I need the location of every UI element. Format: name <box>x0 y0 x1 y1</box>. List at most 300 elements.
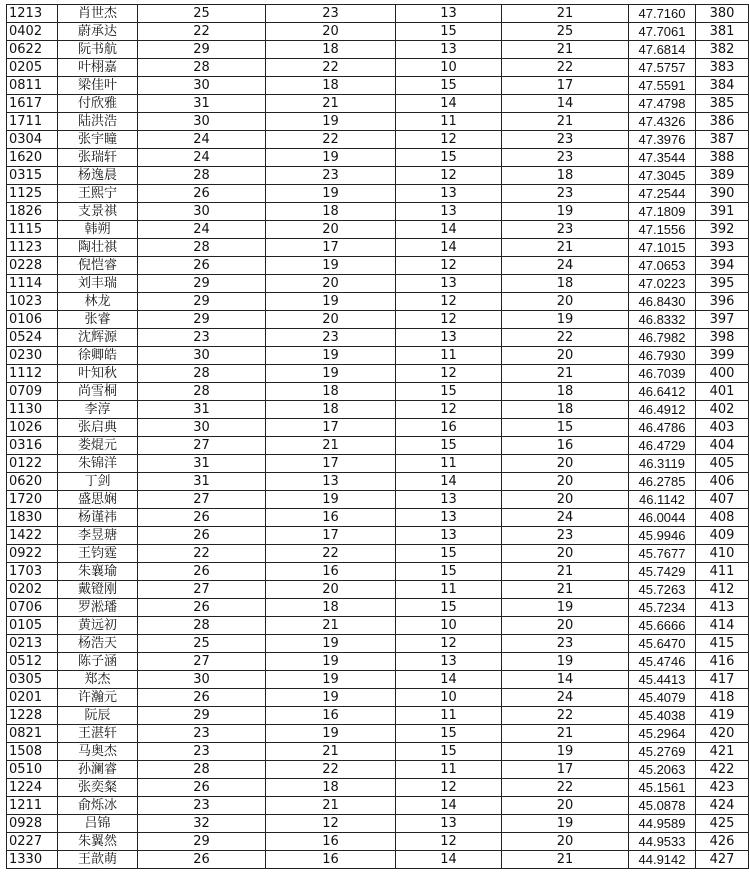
id-cell: 0202 <box>7 581 58 599</box>
rank-cell: 395 <box>696 275 749 293</box>
score1-cell: 29 <box>138 275 266 293</box>
rank-cell: 415 <box>696 635 749 653</box>
total-score-cell: 47.4798 <box>629 95 696 113</box>
rank-cell: 403 <box>696 419 749 437</box>
score4-cell: 20 <box>502 491 629 509</box>
name-cell: 张睿 <box>58 311 138 329</box>
table-row <box>7 347 749 365</box>
name-cell: 付欣雅 <box>58 95 138 113</box>
id-cell: 0706 <box>7 599 58 617</box>
name-cell: 罗淞璠 <box>58 599 138 617</box>
table-row <box>7 689 749 707</box>
score4-cell: 20 <box>502 797 629 815</box>
score2-cell: 21 <box>266 797 396 815</box>
name-cell: 娄焜元 <box>58 437 138 455</box>
rank-cell: 383 <box>696 59 749 77</box>
table-row <box>7 635 749 653</box>
score3-cell: 14 <box>396 239 502 257</box>
name-cell: 张宇瞳 <box>58 131 138 149</box>
name-cell: 王熙宁 <box>58 185 138 203</box>
table-row <box>7 509 749 527</box>
name-cell: 丁剑 <box>58 473 138 491</box>
total-score-cell: 47.5591 <box>629 77 696 95</box>
score4-cell: 21 <box>502 851 629 869</box>
id-cell: 0510 <box>7 761 58 779</box>
rank-cell: 426 <box>696 833 749 851</box>
score3-cell: 15 <box>396 563 502 581</box>
score1-cell: 26 <box>138 257 266 275</box>
total-score-cell: 45.4038 <box>629 707 696 725</box>
score2-cell: 22 <box>266 131 396 149</box>
total-score-cell: 47.1809 <box>629 203 696 221</box>
score2-cell: 19 <box>266 725 396 743</box>
score2-cell: 21 <box>266 743 396 761</box>
score3-cell: 13 <box>396 185 502 203</box>
score2-cell: 12 <box>266 815 396 833</box>
score1-cell: 24 <box>138 131 266 149</box>
ranking-table <box>6 4 749 869</box>
total-score-cell: 44.9533 <box>629 833 696 851</box>
score2-cell: 19 <box>266 347 396 365</box>
name-cell: 黄远初 <box>58 617 138 635</box>
table-row <box>7 581 749 599</box>
rank-cell: 396 <box>696 293 749 311</box>
id-cell: 0304 <box>7 131 58 149</box>
score3-cell: 10 <box>396 689 502 707</box>
score3-cell: 13 <box>396 275 502 293</box>
score2-cell: 16 <box>266 851 396 869</box>
score2-cell: 16 <box>266 563 396 581</box>
total-score-cell: 45.2063 <box>629 761 696 779</box>
score1-cell: 29 <box>138 311 266 329</box>
id-cell: 0316 <box>7 437 58 455</box>
total-score-cell: 45.2769 <box>629 743 696 761</box>
total-score-cell: 45.4746 <box>629 653 696 671</box>
rank-cell: 410 <box>696 545 749 563</box>
table-row <box>7 401 749 419</box>
score4-cell: 20 <box>502 347 629 365</box>
rank-cell: 401 <box>696 383 749 401</box>
rank-cell: 419 <box>696 707 749 725</box>
id-cell: 0201 <box>7 689 58 707</box>
rank-cell: 421 <box>696 743 749 761</box>
score3-cell: 16 <box>396 419 502 437</box>
id-cell: 1125 <box>7 185 58 203</box>
score4-cell: 18 <box>502 383 629 401</box>
total-score-cell: 47.4326 <box>629 113 696 131</box>
score2-cell: 19 <box>266 185 396 203</box>
score1-cell: 23 <box>138 743 266 761</box>
table-row <box>7 41 749 59</box>
total-score-cell: 45.4079 <box>629 689 696 707</box>
id-cell: 1720 <box>7 491 58 509</box>
score4-cell: 14 <box>502 95 629 113</box>
table-row <box>7 113 749 131</box>
score3-cell: 10 <box>396 617 502 635</box>
score2-cell: 18 <box>266 599 396 617</box>
name-cell: 李昱瑭 <box>58 527 138 545</box>
total-score-cell: 47.7160 <box>629 5 696 23</box>
table-row <box>7 419 749 437</box>
score3-cell: 14 <box>396 473 502 491</box>
table-row <box>7 221 749 239</box>
rank-cell: 416 <box>696 653 749 671</box>
id-cell: 1130 <box>7 401 58 419</box>
table-row <box>7 167 749 185</box>
id-cell: 1422 <box>7 527 58 545</box>
table-row <box>7 95 749 113</box>
score3-cell: 15 <box>396 77 502 95</box>
name-cell: 马奥杰 <box>58 743 138 761</box>
name-cell: 杨浩天 <box>58 635 138 653</box>
score1-cell: 26 <box>138 527 266 545</box>
rank-cell: 427 <box>696 851 749 869</box>
rank-cell: 425 <box>696 815 749 833</box>
score1-cell: 29 <box>138 707 266 725</box>
score2-cell: 18 <box>266 203 396 221</box>
score3-cell: 12 <box>396 167 502 185</box>
name-cell: 阮书航 <box>58 41 138 59</box>
table-row <box>7 437 749 455</box>
total-score-cell: 45.9946 <box>629 527 696 545</box>
name-cell: 支景祺 <box>58 203 138 221</box>
total-score-cell: 46.3119 <box>629 455 696 473</box>
score4-cell: 20 <box>502 617 629 635</box>
total-score-cell: 45.7263 <box>629 581 696 599</box>
score2-cell: 19 <box>266 365 396 383</box>
score3-cell: 14 <box>396 95 502 113</box>
score3-cell: 14 <box>396 671 502 689</box>
id-cell: 1228 <box>7 707 58 725</box>
rank-cell: 411 <box>696 563 749 581</box>
id-cell: 0227 <box>7 833 58 851</box>
total-score-cell: 46.4912 <box>629 401 696 419</box>
name-cell: 杨谨祎 <box>58 509 138 527</box>
score3-cell: 15 <box>396 599 502 617</box>
name-cell: 蔚承达 <box>58 23 138 41</box>
score3-cell: 12 <box>396 131 502 149</box>
score1-cell: 27 <box>138 653 266 671</box>
id-cell: 0205 <box>7 59 58 77</box>
total-score-cell: 47.3045 <box>629 167 696 185</box>
score2-cell: 23 <box>266 167 396 185</box>
score1-cell: 25 <box>138 5 266 23</box>
ranking-table-body <box>7 5 749 869</box>
score2-cell: 20 <box>266 275 396 293</box>
score4-cell: 21 <box>502 41 629 59</box>
id-cell: 1023 <box>7 293 58 311</box>
score3-cell: 13 <box>396 815 502 833</box>
score4-cell: 18 <box>502 167 629 185</box>
rank-cell: 400 <box>696 365 749 383</box>
score4-cell: 19 <box>502 743 629 761</box>
score3-cell: 12 <box>396 401 502 419</box>
score4-cell: 22 <box>502 59 629 77</box>
score4-cell: 23 <box>502 131 629 149</box>
total-score-cell: 47.3976 <box>629 131 696 149</box>
id-cell: 0922 <box>7 545 58 563</box>
score4-cell: 22 <box>502 329 629 347</box>
rank-cell: 390 <box>696 185 749 203</box>
score3-cell: 12 <box>396 833 502 851</box>
score3-cell: 12 <box>396 293 502 311</box>
score1-cell: 28 <box>138 617 266 635</box>
total-score-cell: 46.4786 <box>629 419 696 437</box>
score1-cell: 31 <box>138 401 266 419</box>
score1-cell: 32 <box>138 815 266 833</box>
score3-cell: 15 <box>396 545 502 563</box>
score4-cell: 20 <box>502 545 629 563</box>
id-cell: 1617 <box>7 95 58 113</box>
rank-cell: 386 <box>696 113 749 131</box>
score2-cell: 22 <box>266 545 396 563</box>
total-score-cell: 47.6814 <box>629 41 696 59</box>
name-cell: 阮辰 <box>58 707 138 725</box>
score2-cell: 18 <box>266 383 396 401</box>
name-cell: 杨逸晨 <box>58 167 138 185</box>
table-row <box>7 815 749 833</box>
total-score-cell: 46.7982 <box>629 329 696 347</box>
total-score-cell: 44.9589 <box>629 815 696 833</box>
table-row <box>7 545 749 563</box>
score4-cell: 18 <box>502 275 629 293</box>
score2-cell: 22 <box>266 761 396 779</box>
score1-cell: 28 <box>138 383 266 401</box>
score1-cell: 25 <box>138 635 266 653</box>
table-row <box>7 473 749 491</box>
score2-cell: 19 <box>266 653 396 671</box>
score3-cell: 13 <box>396 509 502 527</box>
score3-cell: 15 <box>396 383 502 401</box>
score1-cell: 30 <box>138 419 266 437</box>
total-score-cell: 45.6666 <box>629 617 696 635</box>
score3-cell: 13 <box>396 653 502 671</box>
score3-cell: 11 <box>396 455 502 473</box>
total-score-cell: 47.0223 <box>629 275 696 293</box>
id-cell: 1711 <box>7 113 58 131</box>
table-row <box>7 851 749 869</box>
name-cell: 陆洪浩 <box>58 113 138 131</box>
rank-cell: 412 <box>696 581 749 599</box>
id-cell: 0106 <box>7 311 58 329</box>
score2-cell: 19 <box>266 689 396 707</box>
score1-cell: 26 <box>138 689 266 707</box>
rank-cell: 414 <box>696 617 749 635</box>
score4-cell: 25 <box>502 23 629 41</box>
score2-cell: 19 <box>266 635 396 653</box>
score3-cell: 11 <box>396 761 502 779</box>
total-score-cell: 47.1015 <box>629 239 696 257</box>
score3-cell: 13 <box>396 41 502 59</box>
table-row <box>7 383 749 401</box>
score3-cell: 14 <box>396 221 502 239</box>
score2-cell: 17 <box>266 527 396 545</box>
score1-cell: 24 <box>138 149 266 167</box>
score3-cell: 12 <box>396 257 502 275</box>
score1-cell: 29 <box>138 41 266 59</box>
score4-cell: 23 <box>502 635 629 653</box>
rank-cell: 422 <box>696 761 749 779</box>
score1-cell: 28 <box>138 239 266 257</box>
rank-cell: 382 <box>696 41 749 59</box>
id-cell: 1211 <box>7 797 58 815</box>
name-cell: 张启典 <box>58 419 138 437</box>
score2-cell: 20 <box>266 311 396 329</box>
score2-cell: 16 <box>266 833 396 851</box>
table-row <box>7 329 749 347</box>
id-cell: 1115 <box>7 221 58 239</box>
table-row <box>7 833 749 851</box>
score2-cell: 17 <box>266 419 396 437</box>
score1-cell: 24 <box>138 221 266 239</box>
score1-cell: 26 <box>138 563 266 581</box>
score2-cell: 21 <box>266 437 396 455</box>
name-cell: 徐卿皓 <box>58 347 138 365</box>
score4-cell: 18 <box>502 401 629 419</box>
id-cell: 0230 <box>7 347 58 365</box>
table-row <box>7 527 749 545</box>
score4-cell: 19 <box>502 599 629 617</box>
score4-cell: 16 <box>502 437 629 455</box>
score3-cell: 12 <box>396 311 502 329</box>
table-row <box>7 671 749 689</box>
score1-cell: 30 <box>138 347 266 365</box>
score2-cell: 18 <box>266 779 396 797</box>
score2-cell: 18 <box>266 77 396 95</box>
table-row <box>7 725 749 743</box>
table-row <box>7 275 749 293</box>
table-row <box>7 239 749 257</box>
score4-cell: 21 <box>502 365 629 383</box>
total-score-cell: 46.1142 <box>629 491 696 509</box>
score3-cell: 12 <box>396 635 502 653</box>
score1-cell: 27 <box>138 491 266 509</box>
score3-cell: 11 <box>396 707 502 725</box>
score1-cell: 28 <box>138 167 266 185</box>
id-cell: 0402 <box>7 23 58 41</box>
score4-cell: 17 <box>502 761 629 779</box>
score1-cell: 23 <box>138 797 266 815</box>
score1-cell: 30 <box>138 203 266 221</box>
score4-cell: 19 <box>502 203 629 221</box>
total-score-cell: 46.0044 <box>629 509 696 527</box>
table-row <box>7 185 749 203</box>
id-cell: 1620 <box>7 149 58 167</box>
name-cell: 戴镫刚 <box>58 581 138 599</box>
id-cell: 1330 <box>7 851 58 869</box>
score1-cell: 23 <box>138 329 266 347</box>
rank-cell: 381 <box>696 23 749 41</box>
score4-cell: 19 <box>502 815 629 833</box>
score4-cell: 20 <box>502 293 629 311</box>
id-cell: 0512 <box>7 653 58 671</box>
rank-cell: 407 <box>696 491 749 509</box>
score2-cell: 22 <box>266 59 396 77</box>
score4-cell: 20 <box>502 455 629 473</box>
total-score-cell: 46.2785 <box>629 473 696 491</box>
id-cell: 1703 <box>7 563 58 581</box>
table-row <box>7 797 749 815</box>
score1-cell: 23 <box>138 725 266 743</box>
name-cell: 李淳 <box>58 401 138 419</box>
id-cell: 0620 <box>7 473 58 491</box>
table-row <box>7 149 749 167</box>
score3-cell: 14 <box>396 797 502 815</box>
score1-cell: 30 <box>138 671 266 689</box>
table-row <box>7 311 749 329</box>
total-score-cell: 46.4729 <box>629 437 696 455</box>
total-score-cell: 46.6412 <box>629 383 696 401</box>
total-score-cell: 45.2964 <box>629 725 696 743</box>
score1-cell: 31 <box>138 473 266 491</box>
score4-cell: 24 <box>502 257 629 275</box>
score1-cell: 28 <box>138 365 266 383</box>
score3-cell: 15 <box>396 149 502 167</box>
score2-cell: 21 <box>266 617 396 635</box>
name-cell: 林龙 <box>58 293 138 311</box>
total-score-cell: 47.7061 <box>629 23 696 41</box>
name-cell: 韩朔 <box>58 221 138 239</box>
id-cell: 1213 <box>7 5 58 23</box>
name-cell: 尚雪桐 <box>58 383 138 401</box>
score3-cell: 11 <box>396 347 502 365</box>
name-cell: 张奕粲 <box>58 779 138 797</box>
name-cell: 沈辉源 <box>58 329 138 347</box>
rank-cell: 387 <box>696 131 749 149</box>
rank-cell: 394 <box>696 257 749 275</box>
total-score-cell: 47.1556 <box>629 221 696 239</box>
rank-cell: 418 <box>696 689 749 707</box>
name-cell: 孙澜睿 <box>58 761 138 779</box>
score1-cell: 31 <box>138 455 266 473</box>
id-cell: 0228 <box>7 257 58 275</box>
score4-cell: 15 <box>502 419 629 437</box>
total-score-cell: 45.7234 <box>629 599 696 617</box>
rank-cell: 413 <box>696 599 749 617</box>
score1-cell: 29 <box>138 293 266 311</box>
score1-cell: 22 <box>138 545 266 563</box>
id-cell: 0811 <box>7 77 58 95</box>
name-cell: 朱翼然 <box>58 833 138 851</box>
score4-cell: 21 <box>502 563 629 581</box>
score4-cell: 20 <box>502 473 629 491</box>
table-row <box>7 293 749 311</box>
score1-cell: 29 <box>138 833 266 851</box>
score3-cell: 11 <box>396 581 502 599</box>
score3-cell: 13 <box>396 527 502 545</box>
score4-cell: 23 <box>502 221 629 239</box>
score2-cell: 23 <box>266 329 396 347</box>
total-score-cell: 45.6470 <box>629 635 696 653</box>
name-cell: 叶知秋 <box>58 365 138 383</box>
score3-cell: 13 <box>396 5 502 23</box>
table-row <box>7 365 749 383</box>
score2-cell: 20 <box>266 581 396 599</box>
score4-cell: 23 <box>502 149 629 167</box>
score1-cell: 26 <box>138 851 266 869</box>
score4-cell: 17 <box>502 77 629 95</box>
table-row <box>7 5 749 23</box>
name-cell: 王钧霆 <box>58 545 138 563</box>
score4-cell: 23 <box>502 527 629 545</box>
table-row <box>7 653 749 671</box>
name-cell: 刘丰瑞 <box>58 275 138 293</box>
rank-cell: 408 <box>696 509 749 527</box>
total-score-cell: 46.7930 <box>629 347 696 365</box>
table-row <box>7 563 749 581</box>
score2-cell: 19 <box>266 113 396 131</box>
score3-cell: 15 <box>396 23 502 41</box>
